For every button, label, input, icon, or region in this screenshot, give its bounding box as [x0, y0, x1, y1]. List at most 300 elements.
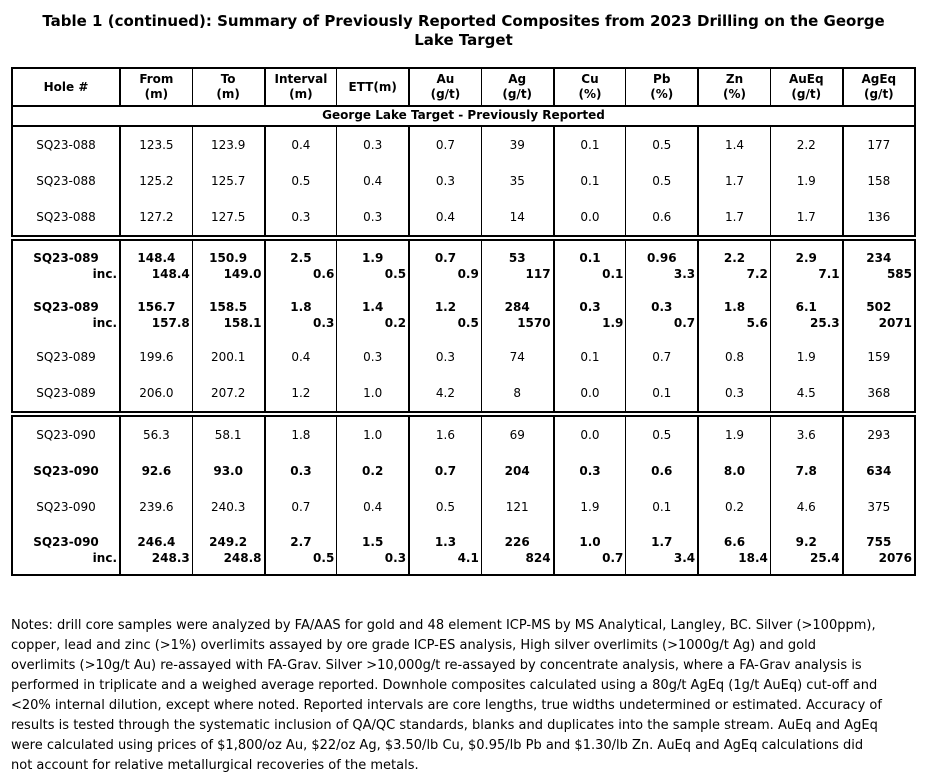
section-band-label: George Lake Target - Previously Reported [12, 106, 915, 126]
value-cell [481, 238, 553, 290]
value: 200.1 [210, 350, 246, 364]
hole-id: SQ23-089 [36, 350, 96, 364]
value-cell [554, 525, 626, 575]
hole-id: SQ23-088 [36, 174, 96, 188]
value: 2.9 [795, 251, 817, 265]
value: 0.6 [652, 210, 672, 224]
included-interval-value: 3.4 [673, 551, 696, 565]
value: 0.0 [580, 210, 600, 224]
value: 177 [867, 138, 891, 152]
value: 158.5 [209, 300, 248, 314]
value: 0.3 [579, 464, 601, 478]
value-cell [481, 414, 553, 453]
value: 0.3 [363, 350, 383, 364]
data-row [12, 375, 915, 414]
value-cell [626, 238, 698, 290]
included-interval-value: 18.4 [738, 551, 768, 565]
value: 6.6 [723, 535, 746, 549]
value: 0.4 [363, 174, 383, 188]
value: 1.7 [796, 210, 816, 224]
value: 148.4 [137, 251, 176, 265]
section-band-row [12, 106, 915, 126]
value: 93.0 [213, 464, 243, 478]
included-interval-value: 117 [525, 267, 551, 281]
value: 1.8 [290, 300, 312, 314]
value: 0.4 [363, 500, 383, 514]
value: 6.1 [795, 300, 817, 314]
value: 123.9 [210, 138, 246, 152]
hole-id: SQ23-089 [36, 386, 96, 400]
hole-id-cell [12, 489, 120, 525]
value: 1.9 [796, 174, 816, 188]
value: 240.3 [210, 500, 246, 514]
value-cell [554, 126, 626, 163]
included-interval-value: 25.4 [810, 551, 840, 565]
value: 0.3 [579, 300, 601, 314]
data-row [12, 453, 915, 489]
value: 1.9 [362, 251, 384, 265]
value-cell [409, 339, 481, 375]
included-interval-value: 585 [886, 267, 912, 281]
value-cell [481, 290, 553, 339]
value-cell [698, 375, 770, 414]
value-cell [698, 453, 770, 489]
value: 0.2 [362, 464, 384, 478]
value: 74 [509, 350, 525, 364]
value-cell [843, 199, 915, 238]
value: 1.2 [291, 386, 311, 400]
value-cell [843, 126, 915, 163]
included-interval-value: 0.7 [602, 551, 624, 565]
value-cell [120, 163, 192, 199]
value: 56.3 [143, 428, 170, 442]
value-cell [554, 414, 626, 453]
included-interval-value: 824 [525, 551, 551, 565]
value-cell [337, 126, 409, 163]
notes-text: Notes: drill core samples were analyzed by FA/AAS for gold and 48 element ICP-MS by MS Analytical, Langley, BC. Silver (>100ppm), copper, lead and zinc (>1%) overlimits assayed by ore grade ICP-ES analysis, High silver overlimits (>1000g/t Ag) and gold overlimits (>10g/t Au) re-assayed with FA-Grav. Silver >10,000g/t re-assayed by concentrate analysis, where a FA-Grav analysis is performed in triplicate and a weighed average reported. Downhole composites calculated using a 80g/t AgEq (1g/t AuEq) cut-off and <20% internal dilution, except where noted. Reported intervals are core lengths, true widths undetermined or estimated. Accuracy of results is tested through the systematic inclusion of QA/QC standards, blanks and duplicates into the sample stream. AuEq and AgEq were calculated using prices of $1,800/oz Au, $22/oz Ag, $3.50/lb Cu, $0.95/lb Pb and $1.30/lb Zn. AuEq and AgEq calculations did not account for relative metallurgical recoveries of the metals. [11, 618, 882, 773]
value-cell [120, 489, 192, 525]
value-cell [698, 238, 770, 290]
value-cell [770, 453, 842, 489]
hole-id-cell [12, 375, 120, 414]
data-row [12, 414, 915, 453]
hole-id: SQ23-090 [33, 464, 99, 478]
value-cell [192, 414, 264, 453]
value: 293 [867, 428, 891, 442]
value: 634 [866, 464, 892, 478]
value-cell [337, 339, 409, 375]
value: 39 [509, 138, 525, 152]
value-cell [626, 489, 698, 525]
hole-id-cell [12, 163, 120, 199]
included-interval-value: 2076 [878, 551, 912, 565]
included-interval-value: 0.9 [457, 267, 479, 281]
value: 8.0 [723, 464, 746, 478]
value: 1.8 [291, 428, 311, 442]
value-cell [554, 339, 626, 375]
value: 9.2 [795, 535, 817, 549]
data-row [12, 126, 915, 163]
value: 0.4 [291, 138, 311, 152]
value: 1.9 [796, 350, 816, 364]
value-cell [192, 525, 264, 575]
value: 0.4 [435, 210, 455, 224]
value: 0.7 [434, 464, 457, 478]
included-interval-value: 158.1 [223, 316, 262, 330]
value: 0.7 [652, 350, 672, 364]
hole-id-cell [12, 290, 120, 339]
value: 0.3 [363, 138, 383, 152]
value-cell [409, 238, 481, 290]
value: 125.7 [210, 174, 246, 188]
value: 2.2 [796, 138, 816, 152]
hole-id-cell [12, 525, 120, 575]
column-header-from: From (m) [120, 68, 192, 106]
value: 1.4 [724, 138, 745, 152]
value: 502 [866, 300, 892, 314]
value: 1.5 [362, 535, 384, 549]
value-cell [120, 525, 192, 575]
value-cell [698, 290, 770, 339]
value: 207.2 [210, 386, 246, 400]
value-cell [120, 375, 192, 414]
value: 0.1 [580, 350, 600, 364]
value: 0.5 [291, 174, 311, 188]
value-cell [554, 453, 626, 489]
value-cell [626, 525, 698, 575]
value-cell [770, 375, 842, 414]
included-interval-value: 148.4 [151, 267, 190, 281]
value: 1.9 [580, 500, 600, 514]
hole-id: SQ23-088 [36, 210, 96, 224]
value-cell [554, 238, 626, 290]
value: 127.2 [139, 210, 174, 224]
value: 249.2 [209, 535, 248, 549]
value-cell [626, 199, 698, 238]
value-cell [265, 489, 337, 525]
value-cell [770, 238, 842, 290]
value: 0.5 [435, 500, 455, 514]
value-cell [481, 375, 553, 414]
value-cell [337, 414, 409, 453]
value: 239.6 [139, 500, 174, 514]
value-cell [843, 525, 915, 575]
value-cell [265, 339, 337, 375]
value-cell [192, 126, 264, 163]
hole-group-2 [12, 238, 915, 414]
value-cell [626, 339, 698, 375]
value: 3.6 [796, 428, 816, 442]
value-cell [192, 339, 264, 375]
value-cell [843, 414, 915, 453]
value: 0.5 [652, 138, 672, 152]
value-cell [481, 126, 553, 163]
value-cell [554, 375, 626, 414]
value-cell [337, 525, 409, 575]
value: 58.1 [214, 428, 242, 442]
value-cell [843, 489, 915, 525]
column-header-zn: Zn (%) [698, 68, 770, 106]
value: 0.3 [435, 174, 455, 188]
hole-id-cell [12, 199, 120, 238]
included-interval-value: 4.1 [457, 551, 479, 565]
column-header-ageq: AgEq (g/t) [843, 68, 915, 106]
value: 0.8 [724, 350, 745, 364]
value-cell [626, 453, 698, 489]
value: 121 [505, 500, 529, 514]
value-cell [192, 453, 264, 489]
column-header-aueq: AuEq (g/t) [770, 68, 842, 106]
data-row [12, 489, 915, 525]
value: 7.8 [795, 464, 817, 478]
value-cell [409, 489, 481, 525]
value: 123.5 [139, 138, 174, 152]
value: 156.7 [137, 300, 176, 314]
data-row [12, 525, 915, 575]
value-cell [626, 126, 698, 163]
value: 0.3 [724, 386, 745, 400]
value-cell [409, 199, 481, 238]
value-cell [265, 126, 337, 163]
value: 158 [867, 174, 891, 188]
value: 150.9 [209, 251, 248, 265]
value-cell [626, 375, 698, 414]
included-interval-value: 149.0 [223, 267, 262, 281]
value-cell [698, 199, 770, 238]
value-cell [409, 525, 481, 575]
value: 159 [867, 350, 891, 364]
included-interval-value: 0.5 [384, 267, 407, 281]
value-cell [481, 199, 553, 238]
value-cell [409, 163, 481, 199]
value-cell [337, 375, 409, 414]
hole-id: SQ23-089 [33, 251, 99, 265]
value-cell [192, 163, 264, 199]
value-cell [481, 453, 553, 489]
value-cell [409, 375, 481, 414]
value-cell [554, 163, 626, 199]
value: 1.9 [724, 428, 745, 442]
value-cell [192, 375, 264, 414]
hole-id: SQ23-090 [36, 428, 96, 442]
value-cell [120, 453, 192, 489]
table-header [12, 68, 915, 126]
value-cell [337, 453, 409, 489]
included-interval-label: inc. [92, 551, 117, 565]
value: 2.2 [723, 251, 746, 265]
value-cell [265, 199, 337, 238]
value-cell [698, 163, 770, 199]
included-interval-value: 5.6 [746, 316, 768, 330]
value: 0.1 [652, 386, 672, 400]
included-interval-value: 0.7 [673, 316, 696, 330]
value: 35 [509, 174, 525, 188]
value: 284 [504, 300, 530, 314]
column-header-cu: Cu (%) [554, 68, 626, 106]
value: 53 [508, 251, 526, 265]
value-cell [770, 489, 842, 525]
column-header-to: To (m) [192, 68, 264, 106]
column-header-ag: Ag (g/t) [481, 68, 553, 106]
included-interval-value: 248.3 [151, 551, 190, 565]
value: 14 [509, 210, 525, 224]
value-cell [843, 375, 915, 414]
value: 0.2 [724, 500, 745, 514]
value: 0.1 [580, 174, 600, 188]
value: 375 [867, 500, 891, 514]
column-header-ett-m: ETT(m) [337, 68, 409, 106]
column-header-interval: Interval (m) [265, 68, 337, 106]
value: 0.3 [651, 300, 673, 314]
value-cell [337, 290, 409, 339]
value: 0.5 [652, 174, 672, 188]
hole-id: SQ23-090 [36, 500, 96, 514]
value: 0.0 [580, 386, 600, 400]
value: 136 [867, 210, 891, 224]
hole-group-3 [12, 414, 915, 575]
hole-id-cell [12, 339, 120, 375]
value-cell [770, 525, 842, 575]
hole-group-1 [12, 126, 915, 238]
data-row [12, 339, 915, 375]
value-cell [409, 290, 481, 339]
value: 234 [866, 251, 892, 265]
value-cell [843, 339, 915, 375]
value-cell [843, 238, 915, 290]
included-interval-value: 0.3 [313, 316, 335, 330]
value-cell [770, 414, 842, 453]
composites-table [11, 67, 916, 576]
value: 0.6 [651, 464, 673, 478]
value-cell [698, 525, 770, 575]
value: 1.6 [435, 428, 455, 442]
value: 0.3 [290, 464, 312, 478]
value-cell [337, 489, 409, 525]
value: 0.5 [652, 428, 672, 442]
column-header-pb: Pb (%) [626, 68, 698, 106]
hole-id-cell [12, 414, 120, 453]
included-interval-value: 0.5 [457, 316, 479, 330]
value-cell [192, 238, 264, 290]
value: 0.0 [580, 428, 600, 442]
value-cell [192, 290, 264, 339]
value: 2.5 [290, 251, 312, 265]
value-cell [843, 453, 915, 489]
value-cell [265, 525, 337, 575]
value: 0.1 [580, 138, 600, 152]
value: 0.1 [579, 251, 601, 265]
included-interval-value: 0.5 [313, 551, 335, 565]
value: 0.7 [435, 138, 455, 152]
value-cell [843, 290, 915, 339]
value-cell [554, 489, 626, 525]
included-interval-value: 1570 [517, 316, 551, 330]
included-interval-value: 1.9 [602, 316, 624, 330]
value: 1.3 [434, 535, 457, 549]
value: 199.6 [139, 350, 174, 364]
value: 1.0 [579, 535, 601, 549]
value: 125.2 [139, 174, 174, 188]
included-interval-value: 0.3 [384, 551, 407, 565]
value-cell [698, 414, 770, 453]
value-cell [409, 414, 481, 453]
value: 368 [867, 386, 891, 400]
value: 755 [866, 535, 892, 549]
value-cell [698, 489, 770, 525]
value: 127.5 [210, 210, 246, 224]
value: 1.7 [724, 210, 745, 224]
value: 0.4 [291, 350, 311, 364]
value-cell [120, 290, 192, 339]
included-interval-value: 157.8 [151, 316, 190, 330]
value: 1.7 [724, 174, 745, 188]
included-interval-value: 7.1 [818, 267, 840, 281]
value: 4.2 [435, 386, 455, 400]
value-cell [554, 290, 626, 339]
value: 69 [509, 428, 525, 442]
data-row [12, 238, 915, 290]
value-cell [120, 339, 192, 375]
value: 206.0 [139, 386, 174, 400]
data-row [12, 199, 915, 238]
column-header-au: Au (g/t) [409, 68, 481, 106]
table-title-text: Table 1 (continued): Summary of Previously Reported Composites from 2023 Drilling on the George Lake Target [42, 12, 885, 49]
value-cell [770, 339, 842, 375]
value: 1.8 [723, 300, 746, 314]
included-interval-value: 0.2 [384, 316, 407, 330]
included-interval-label: inc. [92, 267, 117, 281]
value: 0.3 [363, 210, 383, 224]
value-cell [120, 414, 192, 453]
included-interval-value: 0.1 [602, 267, 624, 281]
table-title [0, 0, 927, 50]
value: 4.5 [796, 386, 816, 400]
value: 0.7 [291, 500, 311, 514]
value-cell [843, 163, 915, 199]
value-cell [481, 339, 553, 375]
value-cell [481, 489, 553, 525]
value-cell [554, 199, 626, 238]
value-cell [192, 199, 264, 238]
hole-id-cell [12, 126, 120, 163]
included-interval-value: 248.8 [223, 551, 262, 565]
hole-id-cell [12, 238, 120, 290]
value: 246.4 [137, 535, 176, 549]
value-cell [120, 126, 192, 163]
value: 0.7 [434, 251, 457, 265]
value-cell [770, 290, 842, 339]
hole-id-cell [12, 453, 120, 489]
value-cell [626, 290, 698, 339]
value-cell [265, 453, 337, 489]
value: 8 [513, 386, 522, 400]
value: 204 [504, 464, 530, 478]
value: 0.3 [291, 210, 311, 224]
value-cell [481, 525, 553, 575]
value-cell [120, 199, 192, 238]
value: 1.2 [434, 300, 457, 314]
value-cell [770, 199, 842, 238]
value-cell [626, 163, 698, 199]
value-cell [409, 126, 481, 163]
hole-id: SQ23-090 [33, 535, 99, 549]
value-cell [626, 414, 698, 453]
header-row [12, 68, 915, 106]
value: 0.1 [652, 500, 672, 514]
value: 4.6 [796, 500, 816, 514]
value: 226 [504, 535, 530, 549]
included-interval-value: 2071 [878, 316, 912, 330]
